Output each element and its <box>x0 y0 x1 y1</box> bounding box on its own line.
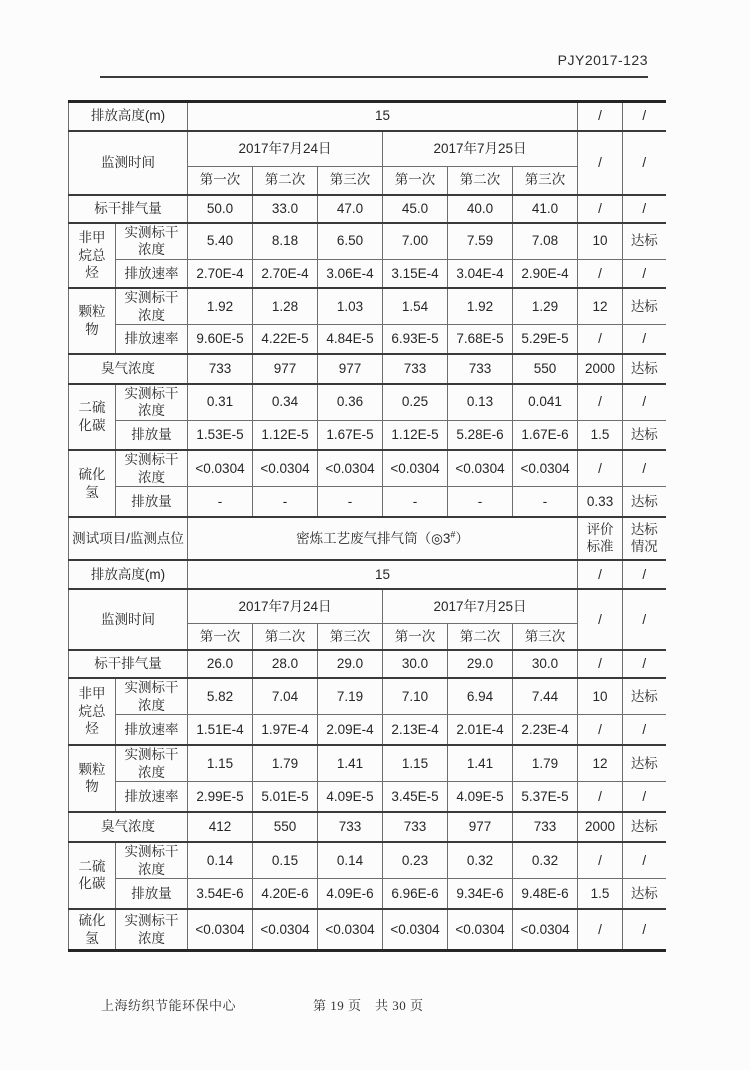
table-cell: 7.10 <box>383 678 448 715</box>
table-cell: 1.29 <box>513 288 578 325</box>
table-cell: 1.51E-4 <box>188 715 253 745</box>
table-cell: 标干排气量 <box>69 650 188 678</box>
footer-organization: 上海纺织节能环保中心 <box>101 998 237 1013</box>
table-row <box>69 131 666 167</box>
table-cell: 排放量 <box>116 487 188 517</box>
table-cell: 实测标干浓度 <box>116 909 188 951</box>
table-cell: 9.60E-5 <box>188 325 253 354</box>
table-cell: 1.67E-6 <box>513 420 578 450</box>
table-cell: 550 <box>513 354 578 384</box>
table-cell: 0.32 <box>448 842 513 879</box>
table-cell: <0.0304 <box>383 909 448 951</box>
table-cell: 达标 <box>623 812 666 842</box>
table-cell: 达标 <box>623 487 666 517</box>
table-row <box>69 259 666 288</box>
table-cell: 第三次 <box>513 624 578 650</box>
table-cell: 第三次 <box>513 167 578 195</box>
table-cell: / <box>578 102 623 131</box>
table-cell: 非甲烷总烃 <box>69 678 116 745</box>
table-cell: 9.34E-6 <box>448 879 513 909</box>
table-cell: 实测标干浓度 <box>116 288 188 325</box>
table-cell: 29.0 <box>318 650 383 678</box>
table-cell: 30.0 <box>513 650 578 678</box>
monitoring-data-table <box>68 100 666 952</box>
table-cell: 排放高度(m) <box>69 560 188 589</box>
table-cell: 6.93E-5 <box>383 325 448 354</box>
table-cell: 2000 <box>578 354 623 384</box>
table-cell: 12 <box>578 288 623 325</box>
table-cell: / <box>578 325 623 354</box>
table-cell: 2.23E-4 <box>513 715 578 745</box>
table-cell: 30.0 <box>383 650 448 678</box>
table-cell: 10 <box>578 678 623 715</box>
table-cell: 密炼工艺废气排气筒（◎3#） <box>188 517 578 560</box>
table-cell: 0.31 <box>188 384 253 421</box>
table-row <box>69 560 666 589</box>
table-cell: 实测标干浓度 <box>116 842 188 879</box>
table-cell: 第一次 <box>383 167 448 195</box>
table-cell: 733 <box>318 812 383 842</box>
table-cell: 12 <box>578 745 623 782</box>
table-cell: / <box>623 102 666 131</box>
table-cell: 评价标准 <box>578 517 623 560</box>
table-cell: / <box>623 450 666 487</box>
table-cell: - <box>318 487 383 517</box>
table-cell: 实测标干浓度 <box>116 384 188 421</box>
table-cell: 3.15E-4 <box>383 259 448 288</box>
table-cell: 1.15 <box>188 745 253 782</box>
table-row <box>69 678 666 715</box>
table-cell: 测试项目/监测点位 <box>69 517 188 560</box>
table-cell: 达标 <box>623 879 666 909</box>
table-cell: / <box>578 131 623 195</box>
table-cell: 达标 <box>623 678 666 715</box>
table-row <box>69 384 666 421</box>
table-cell: - <box>188 487 253 517</box>
table-cell: 2017年7月25日 <box>383 131 578 167</box>
table-cell: 733 <box>188 354 253 384</box>
table-cell: / <box>623 325 666 354</box>
table-cell: 7.19 <box>318 678 383 715</box>
table-row <box>69 450 666 487</box>
table-cell: / <box>623 909 666 951</box>
table-row <box>69 195 666 223</box>
table-cell: 5.01E-5 <box>253 782 318 812</box>
table-cell: 10 <box>578 223 623 260</box>
table-cell: / <box>623 131 666 195</box>
table-cell: <0.0304 <box>318 450 383 487</box>
table-cell: 硫化氢 <box>69 909 116 951</box>
table-cell: 5.29E-5 <box>513 325 578 354</box>
table-cell: 臭气浓度 <box>69 812 188 842</box>
table-cell: 第二次 <box>448 624 513 650</box>
table-row <box>69 325 666 354</box>
table-cell: <0.0304 <box>513 450 578 487</box>
table-cell: <0.0304 <box>188 909 253 951</box>
table-row <box>69 650 666 678</box>
table-cell: 0.34 <box>253 384 318 421</box>
table-cell: 颗粒物 <box>69 288 116 354</box>
table-cell: / <box>623 195 666 223</box>
table-cell: 6.50 <box>318 223 383 260</box>
table-cell: 977 <box>253 354 318 384</box>
table-cell: 达标情况 <box>623 517 666 560</box>
table-row <box>69 102 666 131</box>
table-cell: 0.32 <box>513 842 578 879</box>
table-cell: <0.0304 <box>253 909 318 951</box>
table-cell: / <box>578 782 623 812</box>
table-row <box>69 782 666 812</box>
table-cell: 733 <box>448 354 513 384</box>
table-cell: 15 <box>188 560 578 589</box>
table-cell: / <box>578 384 623 421</box>
table-row <box>69 589 666 624</box>
table-cell: 1.5 <box>578 879 623 909</box>
table-cell: 0.36 <box>318 384 383 421</box>
table-cell: 3.06E-4 <box>318 259 383 288</box>
table-cell: 1.54 <box>383 288 448 325</box>
table-cell: 二硫化碳 <box>69 842 116 909</box>
table-cell: 实测标干浓度 <box>116 223 188 260</box>
table-cell: 9.48E-6 <box>513 879 578 909</box>
table-row <box>69 487 666 517</box>
table-cell: 4.09E-5 <box>448 782 513 812</box>
table-cell: 实测标干浓度 <box>116 450 188 487</box>
table-cell: 28.0 <box>253 650 318 678</box>
table-cell: 550 <box>253 812 318 842</box>
table-cell: 硫化氢 <box>69 450 116 517</box>
table-cell: 实测标干浓度 <box>116 745 188 782</box>
table-cell: 5.82 <box>188 678 253 715</box>
table-cell: <0.0304 <box>188 450 253 487</box>
table-row <box>69 909 666 951</box>
table-cell: 733 <box>383 354 448 384</box>
table-cell: 第三次 <box>318 167 383 195</box>
table-row <box>69 420 666 450</box>
table-cell: 412 <box>188 812 253 842</box>
table-cell: 第二次 <box>253 624 318 650</box>
table-cell: 3.45E-5 <box>383 782 448 812</box>
table-cell: 排放速率 <box>116 715 188 745</box>
footer-page-number: 第 19 页 共 30 页 <box>313 998 424 1013</box>
table-cell: / <box>623 560 666 589</box>
table-cell: 1.12E-5 <box>253 420 318 450</box>
table-cell: 45.0 <box>383 195 448 223</box>
table-cell: 排放量 <box>116 879 188 909</box>
table-cell: - <box>513 487 578 517</box>
table-cell: <0.0304 <box>448 909 513 951</box>
table-cell: 排放高度(m) <box>69 102 188 131</box>
table-cell: 733 <box>513 812 578 842</box>
table-cell: 26.0 <box>188 650 253 678</box>
table-cell: / <box>578 589 623 650</box>
table-row <box>69 745 666 782</box>
table-cell: 1.79 <box>253 745 318 782</box>
table-cell: 2.13E-4 <box>383 715 448 745</box>
table-cell: 2.99E-5 <box>188 782 253 812</box>
table-cell: / <box>623 259 666 288</box>
table-cell: 5.28E-6 <box>448 420 513 450</box>
table-cell: 排放速率 <box>116 782 188 812</box>
table-cell: <0.0304 <box>448 450 513 487</box>
table-cell: / <box>623 842 666 879</box>
table-cell: - <box>383 487 448 517</box>
table-row <box>69 517 666 560</box>
table-cell: / <box>623 782 666 812</box>
table-cell: 2.09E-4 <box>318 715 383 745</box>
table-cell: 977 <box>448 812 513 842</box>
table-cell: 2000 <box>578 812 623 842</box>
table-cell: 排放速率 <box>116 259 188 288</box>
table-cell: 标干排气量 <box>69 195 188 223</box>
table-cell: 0.23 <box>383 842 448 879</box>
table-cell: 1.79 <box>513 745 578 782</box>
table-cell: 7.08 <box>513 223 578 260</box>
table-cell: 0.14 <box>318 842 383 879</box>
table-cell: 0.041 <box>513 384 578 421</box>
table-cell: / <box>578 650 623 678</box>
table-cell: <0.0304 <box>318 909 383 951</box>
table-cell: 29.0 <box>448 650 513 678</box>
table-cell: 二硫化碳 <box>69 384 116 451</box>
table-cell: 第一次 <box>383 624 448 650</box>
table-cell: 1.28 <box>253 288 318 325</box>
table-cell: 1.97E-4 <box>253 715 318 745</box>
table-cell: 4.20E-6 <box>253 879 318 909</box>
table-cell: 排放速率 <box>116 325 188 354</box>
table-cell: 0.13 <box>448 384 513 421</box>
table-cell: 1.92 <box>188 288 253 325</box>
table-cell: 2017年7月24日 <box>188 131 383 167</box>
table-cell: - <box>253 487 318 517</box>
table-cell: 第一次 <box>188 167 253 195</box>
header-rule <box>100 76 648 78</box>
table-cell: / <box>578 195 623 223</box>
table-cell: 排放量 <box>116 420 188 450</box>
table-cell: 第二次 <box>448 167 513 195</box>
table-cell: 1.41 <box>318 745 383 782</box>
table-cell: 7.44 <box>513 678 578 715</box>
table-cell: 2017年7月24日 <box>188 589 383 624</box>
table-cell: 2.01E-4 <box>448 715 513 745</box>
table-cell: 41.0 <box>513 195 578 223</box>
table-cell: 达标 <box>623 223 666 260</box>
table-row <box>69 842 666 879</box>
table-cell: 达标 <box>623 420 666 450</box>
table-cell: 2.70E-4 <box>188 259 253 288</box>
table-cell: / <box>578 715 623 745</box>
table-row <box>69 223 666 260</box>
table-cell: 0.33 <box>578 487 623 517</box>
table-cell: 3.54E-6 <box>188 879 253 909</box>
table-cell: 达标 <box>623 288 666 325</box>
table-cell: 50.0 <box>188 195 253 223</box>
table-cell: / <box>578 909 623 951</box>
table-cell: / <box>578 450 623 487</box>
table-cell: 4.09E-5 <box>318 782 383 812</box>
table-cell: / <box>623 650 666 678</box>
table-cell: 1.15 <box>383 745 448 782</box>
table-cell: 1.67E-5 <box>318 420 383 450</box>
table-cell: 监测时间 <box>69 589 188 650</box>
table-cell: 1.12E-5 <box>383 420 448 450</box>
table-cell: 0.15 <box>253 842 318 879</box>
table-cell: 7.00 <box>383 223 448 260</box>
table-cell: <0.0304 <box>383 450 448 487</box>
table-cell: 2017年7月25日 <box>383 589 578 624</box>
table-cell: <0.0304 <box>513 909 578 951</box>
table-cell: / <box>623 715 666 745</box>
table-cell: 7.04 <box>253 678 318 715</box>
table-cell: 2.90E-4 <box>513 259 578 288</box>
table-cell: / <box>623 384 666 421</box>
document-code: PJY2017-123 <box>557 52 648 68</box>
table-cell: 1.92 <box>448 288 513 325</box>
table-cell: 1.03 <box>318 288 383 325</box>
table-cell: 1.5 <box>578 420 623 450</box>
table-cell: 3.04E-4 <box>448 259 513 288</box>
table-row <box>69 812 666 842</box>
table-cell: 4.09E-6 <box>318 879 383 909</box>
table-cell: - <box>448 487 513 517</box>
table-cell: 40.0 <box>448 195 513 223</box>
table-cell: 臭气浓度 <box>69 354 188 384</box>
table-cell: 7.68E-5 <box>448 325 513 354</box>
table-cell: 1.41 <box>448 745 513 782</box>
table-cell: 第一次 <box>188 624 253 650</box>
table-cell: 监测时间 <box>69 131 188 195</box>
table-cell: <0.0304 <box>253 450 318 487</box>
table-cell: 4.84E-5 <box>318 325 383 354</box>
table-row <box>69 288 666 325</box>
table-cell: / <box>578 259 623 288</box>
table-cell: / <box>578 842 623 879</box>
table-cell: 5.37E-5 <box>513 782 578 812</box>
table-cell: 2.70E-4 <box>253 259 318 288</box>
table-cell: / <box>623 589 666 650</box>
table-cell: / <box>578 560 623 589</box>
table-cell: 达标 <box>623 745 666 782</box>
table-cell: 第二次 <box>253 167 318 195</box>
table-row <box>69 354 666 384</box>
table-cell: 733 <box>383 812 448 842</box>
table-cell: 6.94 <box>448 678 513 715</box>
table-cell: 0.14 <box>188 842 253 879</box>
table-cell: 5.40 <box>188 223 253 260</box>
table-cell: 实测标干浓度 <box>116 678 188 715</box>
table-cell: 第三次 <box>318 624 383 650</box>
table-cell: 47.0 <box>318 195 383 223</box>
table-cell: 33.0 <box>253 195 318 223</box>
table-cell: 0.25 <box>383 384 448 421</box>
table-row <box>69 715 666 745</box>
table-cell: 8.18 <box>253 223 318 260</box>
table-cell: 颗粒物 <box>69 745 116 812</box>
table-cell: 非甲烷总烃 <box>69 223 116 289</box>
table-cell: 977 <box>318 354 383 384</box>
table-cell: 达标 <box>623 354 666 384</box>
table-cell: 4.22E-5 <box>253 325 318 354</box>
table-cell: 1.53E-5 <box>188 420 253 450</box>
table-row <box>69 879 666 909</box>
table-cell: 7.59 <box>448 223 513 260</box>
table-cell: 15 <box>188 102 578 131</box>
table-cell: 6.96E-6 <box>383 879 448 909</box>
